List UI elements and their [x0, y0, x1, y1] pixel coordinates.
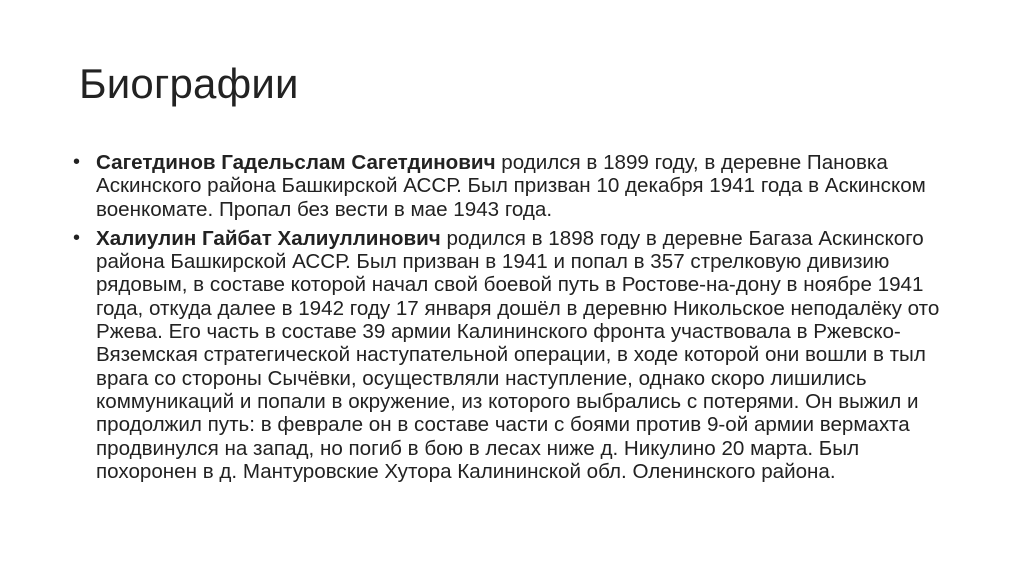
bullet-icon: • — [73, 151, 81, 173]
biography-list — [73, 151, 953, 489]
person-name: Халиулин Гайбат Халиуллинович — [96, 226, 441, 250]
bullet-icon: • — [73, 226, 81, 249]
slide-title: Биографии — [79, 60, 299, 107]
biography-text: родился в 1898 году в деревне Багаза Аскинского района Башкирской АССР. Был призван в 1941 и попал в 357 стрелковую дивизию рядовым, в составе которой начал свой боевой путь в Ростове-на-дону в ноябре 1941 года, откуда далее в 1942 году 17 января дошёл в деревню Никольское неподалёку ото Ржева. Его часть в составе 39 армии Калининского фронта участвовала в Ржевско-Вяземская стратегической наступательной операции, в ходе которой они вошли в тыл врага со стороны Сычёвки, осуществляли наступление, однако скоро лишились коммуникаций и попали в окружение, из которого выбрались с потерями. Он выжил и продолжил путь: в феврале он в составе части с боями против 9-ой армии вермахта продвинулся на запад, но погиб в бою в лесах ниже д. Никулино 20 марта. Был похоронен в д. Мантуровские Хутора Калининской обл. Оленинского района. — [96, 226, 940, 483]
biography-item — [73, 151, 953, 221]
person-name: Сагетдинов Гадельслам Сагетдинович — [96, 151, 496, 174]
biography-text: родился в 1899 году, в деревне Пановка Аскинского района Башкирской АССР. Был призван 10 декабря 1941 года в Аскинском военкомате. Пропал без вести в мае 1943 года. — [96, 151, 926, 221]
biography-item — [73, 227, 953, 483]
